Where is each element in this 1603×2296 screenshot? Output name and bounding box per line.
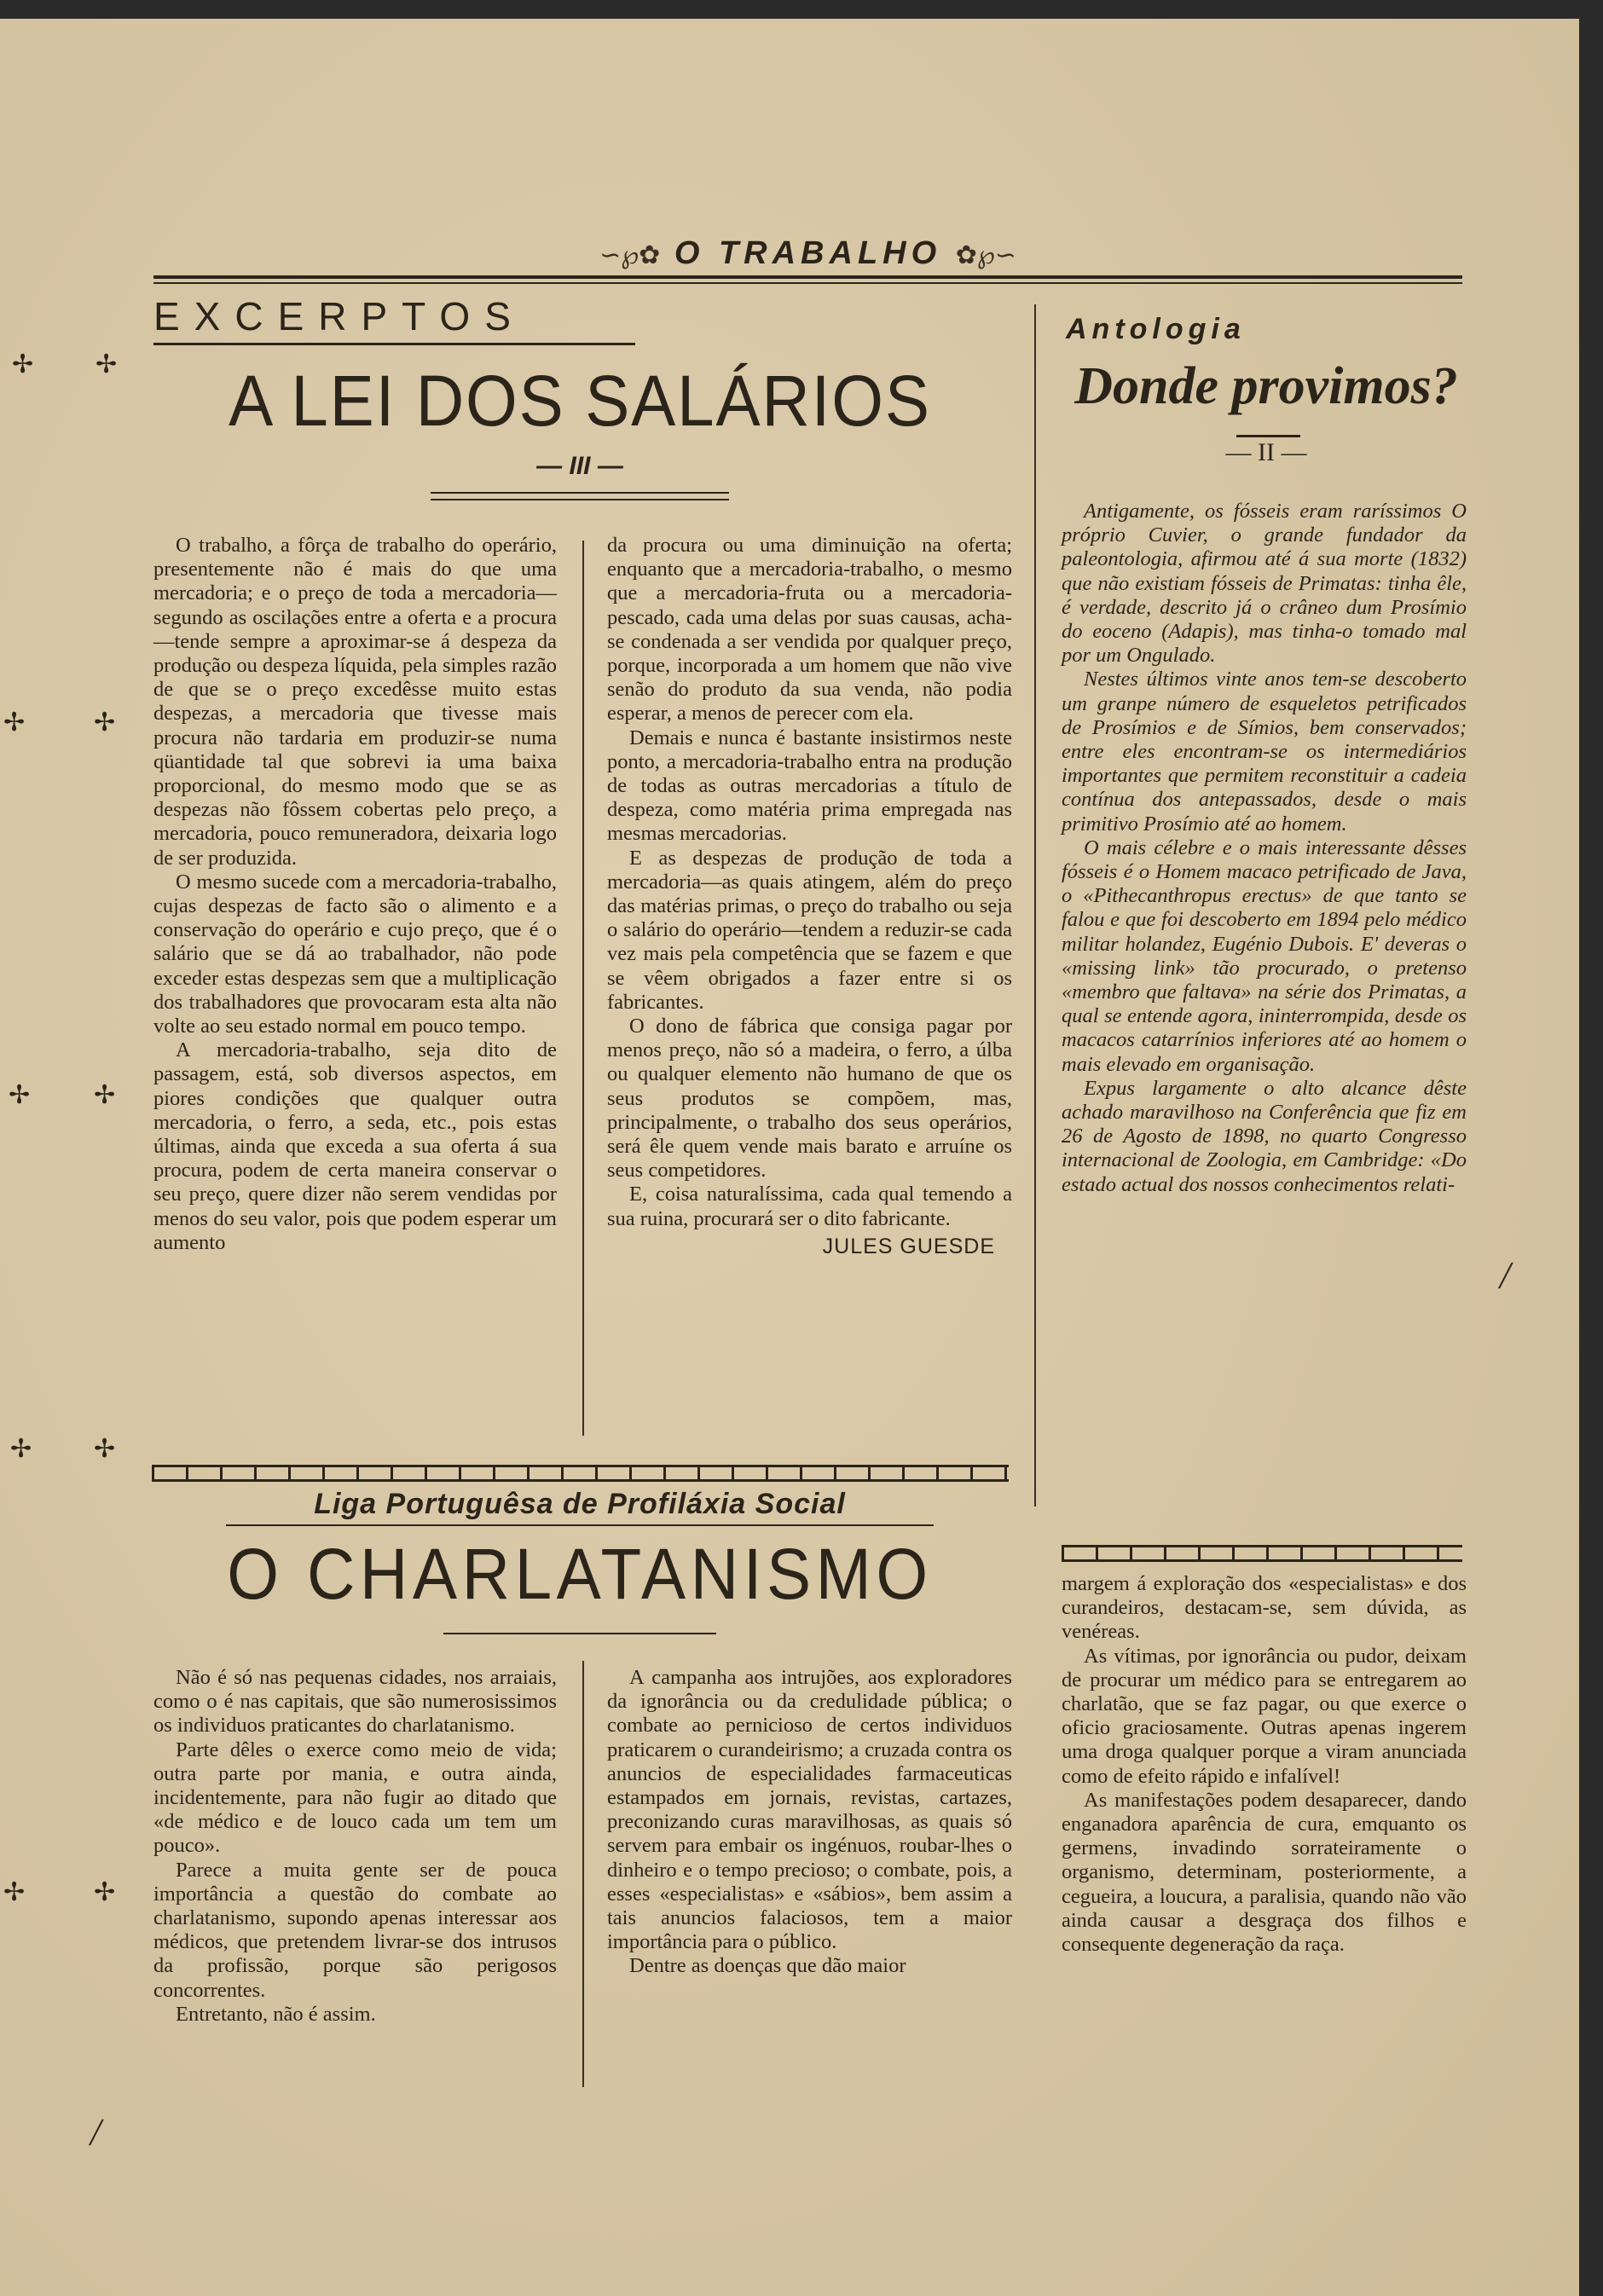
- article-column-3: [1062, 500, 1467, 1197]
- headline-rule: [431, 492, 729, 494]
- article-part: — II —: [1225, 438, 1307, 466]
- paragraph: Não é só nas pequenas cidades, nos arraiais, como o é nas capitais, que são numerosissimos os individuos praticantes do charlatanismo.: [153, 1666, 557, 1738]
- paragraph: Antigamente, os fósseis eram raríssimos O próprio Cuvier, o grande fundador da paleontologia, afirmou até á sua morte (1832) que não existiam fósseis de Primatas: tinha êle, é verdade, descrito já o crâneo dum Prosímio do eoceno (Adapis), mas tinha-o tomado mal por um Ongulado.: [1062, 500, 1467, 668]
- article-headline: A LEI DOS SALÁRIOS: [229, 361, 931, 441]
- article-column-1: [153, 534, 557, 1255]
- column-rule: [582, 541, 584, 1436]
- paragraph: da procura ou uma diminuição na oferta; enquanto que a mercadoria-trabalho, o mesmo que a mercadoria-fruta ou a mercadoria-pescado, cada uma delas por suas causas, acha-se condenada a ser vendida por qualquer preço, porque, incorporada a um homem que não vive senão do produto da sua venda, não podia esperar, a menos de perecer com ela.: [607, 534, 1012, 726]
- masthead-ornament-right: ✿℘∽: [955, 241, 1016, 269]
- headline-rule: [443, 1633, 716, 1634]
- binding-mark: ✢: [95, 350, 118, 379]
- section-kicker: Antologia: [1066, 313, 1246, 345]
- paragraph: E as despezas de produção de toda a mercadoria—as quais atingem, além do preço das matérias primas, o preço do trabalho ou seja o salário do operário—tendem a reduzir-se cada vez mais pela competência que se fazem e que se vêem obrigados a fazer entre si os fabricantes.: [607, 846, 1012, 1014]
- masthead-title: [153, 235, 1462, 272]
- stray-mark: ╱: [90, 2120, 103, 2146]
- masthead-rule: [153, 275, 1462, 279]
- binding-mark: ✢: [9, 1080, 31, 1110]
- author-signature: JULES GUESDE: [822, 1234, 995, 1258]
- article-part: — III —: [536, 452, 623, 480]
- binding-mark: ✢: [94, 1877, 116, 1907]
- masthead-rule-thin: [153, 282, 1462, 284]
- paragraph: A campanha aos intrujões, aos exploradores da ignorância ou da credulidade pública; o combate ao pernicioso de certos individuos praticarem o curandeirismo; a cruzada contra os anuncios de especialidades farmaceuticas estampados em jornais, revistas, cartazes, preconizando curas maravilhosas, as quais só servem para embair os ingénuos, roubar-lhes o dinheiro e o tempo precioso; o combate, pois, a esses «especialistas» e «sábios», bem assim a tais anuncios falaciosos, tem a maior importância para o público.: [607, 1666, 1012, 1954]
- article-headline: O CHARLATANISMO: [227, 1534, 933, 1614]
- paragraph: Parece a muita gente ser de pouca importância a questão do combate ao charlatanismo, supondo apenas interessar aos médicos, que pretendem livrar-se dos intrusos da profissão, porque são perigosos concorrentes.: [153, 1858, 557, 2002]
- newspaper-page: [0, 19, 1579, 2296]
- kicker-underline: [153, 343, 635, 345]
- section-kicker: EXCERPTOS: [153, 294, 525, 338]
- paragraph: As vítimas, por ignorância ou pudor, deixam de procurar um médico para se entregarem ao charlatão, que se faz pagar, ou que exerce o oficio graciosamente. Outras apenas ingerem uma droga qualquer porque a viram anunciada como de efeito rápido e infalível!: [1062, 1644, 1467, 1788]
- binding-mark: ✢: [94, 1434, 116, 1464]
- paragraph: Demais e nunca é bastante insistirmos neste ponto, a mercadoria-trabalho entra na produção de todas as outras mercadorias a título de despeza, como matéria prima empregada nas mesmas mercadorias.: [607, 726, 1012, 846]
- binding-mark: ✢: [12, 350, 34, 379]
- newspaper-name: O TRABALHO: [674, 235, 942, 271]
- headline-rule: [1236, 435, 1300, 437]
- paragraph: margem á exploração dos «especialistas» e dos curandeiros, destacam-se, sem dúvida, as venéreas.: [1062, 1572, 1467, 1644]
- masthead-ornament-left: ∽℘✿: [599, 241, 661, 269]
- paragraph: A mercadoria-trabalho, seja dito de passagem, está, sob diversos aspectos, em piores condições que qualquer outra mercadoria, o ferro, a seda, etc., pois estas últimas, ainda que exceda a sua oferta á sua procura, podem de certa maneira conservar o seu preço, quere dizer não serem vendidas por menos do seu valor, pois que podem esperar um aumento: [153, 1038, 557, 1254]
- binding-mark: ✢: [10, 1434, 32, 1464]
- paragraph: O trabalho, a fôrça de trabalho do operário, presentemente não é mais do que uma mercadoria; e o preço de toda a mercadoria—segundo as oscilações entre a oferta e a procura—tende sempre a aproximar-se á despeza da produção ou despeza líquida, pela simples razão de que se o preço excedêsse muito estas despezas, a mercadoria que tivesse mais procura não tardaria em produzir-se numa qüantidade tal que sobrevi ia uma baixa proporcional, do mesmo modo que se as despezas não fôssem cobertas pelo preço, a mercadoria, pouco remuneradora, deixaria logo de ser produzida.: [153, 534, 557, 870]
- column-rule: [582, 1661, 584, 2087]
- paragraph: O mais célebre e o mais interessante dêsses fósseis é o Homem macaco petrificado de Java, o «Pithecanthropus erectus» de que tanto se falou e que foi descoberto em 1894 pelo médico militar holandez, Eugénio Dubois. E' deveras o «missing link» tão procurado, o pretenso «membro que faltava» na série dos Primatas, a qual se entende agora, ininterrompida, desde os macacos catarrínios inferiores até ao homem o mais elevado em organisação.: [1062, 836, 1467, 1076]
- article-column-3-continued: [1062, 1572, 1467, 1957]
- masthead: [153, 230, 1462, 290]
- ornamental-divider: [152, 1465, 1009, 1482]
- paragraph: E, coisa naturalíssima, cada qual temendo a sua ruina, procurará ser o dito fabricante.: [607, 1183, 1012, 1230]
- stray-mark: ╱: [1499, 1264, 1513, 1289]
- paragraph: Parte dêles o exerce como meio de vida; outra parte por mania, e outra ainda, incidentemente, para não fugir ao ditado que «de médico e de louco cada um tem um pouco».: [153, 1738, 557, 1858]
- paragraph: Dentre as doenças que dão maior: [629, 1954, 906, 1978]
- paragraph: O mesmo sucede com a mercadoria-trabalho, cujas despezas de facto são o alimento e a conservação do operário e cujo preço, que é o salário que se dá ao trabalhador, não pode exceder estas despezas sem que a multiplicação dos trabalhadores que provocaram esta alta não volte ao seu estado normal em pouco tempo.: [153, 870, 557, 1038]
- binding-mark: ✢: [3, 1877, 26, 1907]
- kicker-underline: [226, 1524, 934, 1526]
- paragraph: O dono de fábrica que consiga pagar por menos preço, não só a madeira, o ferro, a úlba ou qualquer elemento não humano de que os seus produtos se compõem, mas, principalmente, o trabalho dos seus operários, será êle quem vende mais barato e arruíne os seus competidores.: [607, 1015, 1012, 1183]
- article-column-2: [607, 1666, 1012, 1979]
- binding-mark: ✢: [3, 708, 26, 737]
- paragraph: Expus largamente o alto alcance dêste achado maravilhoso na Conferência que fiz em 26 de Agosto de 1898, no quarto Congresso internacional de Zoologia, em Cambridge: «Do estado actual dos nossos conhecimentos relati-: [1062, 1076, 1467, 1196]
- article-column-1: [153, 1666, 557, 2027]
- article-headline: Donde provimos?: [1074, 357, 1458, 415]
- headline-rule: [431, 499, 729, 500]
- binding-mark: ✢: [94, 708, 116, 737]
- paragraph: As manifestações podem desaparecer, dando enganadora aparência de cura, emquanto os germens, invadindo sorrateiramente o organismo, determinam, posteriormente, a cegueira, a loucura, a paralisia, quando não vão ainda causar a desgraça dos filhos e consequente degeneração da raça.: [1062, 1788, 1467, 1957]
- binding-mark: ✢: [94, 1080, 116, 1110]
- section-kicker: Liga Portuguêsa de Profiláxia Social: [314, 1488, 846, 1520]
- paragraph: Entretanto, não é assim.: [176, 2002, 376, 2026]
- paragraph: Nestes últimos vinte anos tem-se descoberto um granpe número de esqueletos petrificados de Prosímios e de Símios, bem conservados; entre eles encontram-se os intermediários importantes que permitem reconstituir a cadeia contínua dos antepassados, desde o mais primitivo Prosímio até ao homem.: [1062, 668, 1467, 836]
- column-rule: [1034, 304, 1036, 1507]
- ornamental-divider: [1062, 1545, 1462, 1562]
- article-column-2: [607, 534, 1012, 1258]
